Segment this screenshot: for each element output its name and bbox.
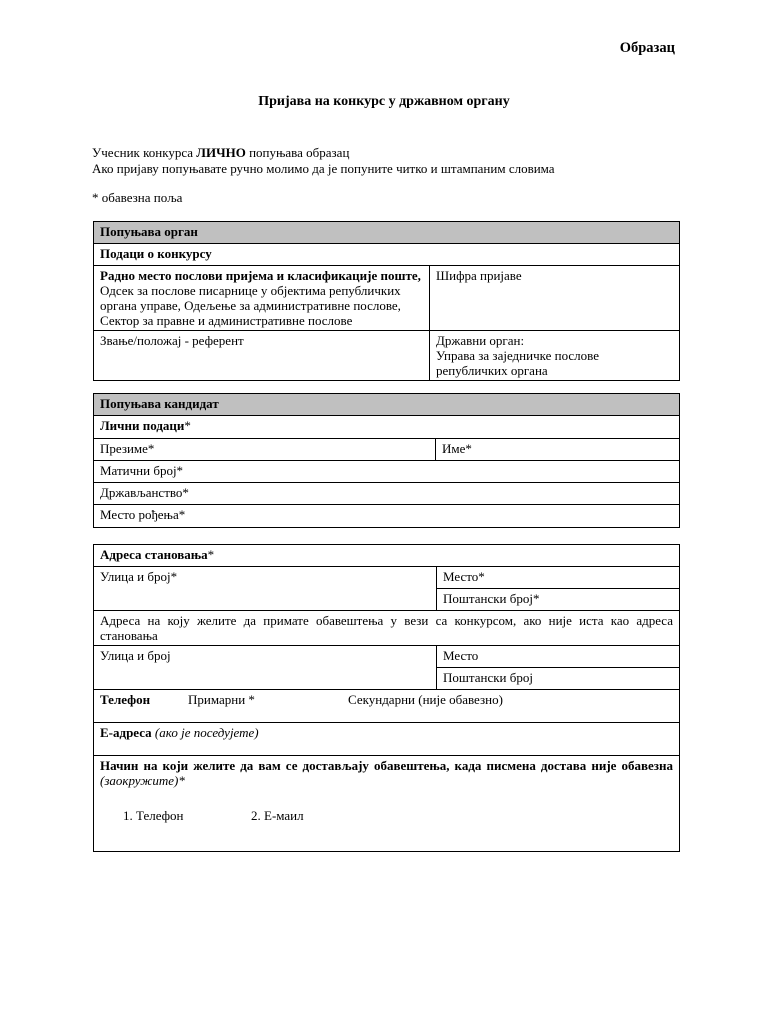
delivery-method-note: (заокружите)* bbox=[100, 773, 185, 788]
birthplace-field[interactable]: Место рођења* bbox=[94, 505, 680, 528]
personal-data-header bbox=[94, 416, 680, 439]
delivery-method-text bbox=[100, 758, 673, 788]
phone-secondary[interactable]: Секундарни (није обавезно) bbox=[348, 692, 503, 707]
delivery-method-cell bbox=[94, 756, 680, 852]
surname-field[interactable]: Презиме* bbox=[94, 439, 436, 461]
delivery-option-phone[interactable]: 1. Телефон bbox=[123, 808, 184, 823]
notification-city-field[interactable]: Место bbox=[437, 646, 680, 668]
intro-text bbox=[92, 145, 555, 177]
position-description: Одсек за послове писарнице у објектима републичких органа управе, Одељење за административне послове, Сектор за правне и административне послове bbox=[100, 283, 401, 328]
address-table bbox=[93, 544, 680, 852]
delivery-method-label: Начин на који желите да вам се достављају обавештења, када писмена достава није обавезна bbox=[100, 758, 674, 773]
email-row[interactable] bbox=[94, 723, 680, 756]
personal-data-label: Лични подаци bbox=[100, 418, 185, 433]
phone-label: Телефон bbox=[100, 692, 151, 707]
email-note: (ако је поседујете) bbox=[151, 725, 259, 740]
phone-primary[interactable]: Примарни * bbox=[188, 692, 255, 707]
intro-bold-word: ЛИЧНО bbox=[196, 145, 246, 160]
required-mark: * bbox=[184, 418, 191, 433]
notification-address-text: Адреса на коју желите да примате обавештења у вези са конкурсом, ако није иста као адреса становања bbox=[94, 611, 680, 646]
postal-field[interactable]: Поштански број* bbox=[437, 589, 680, 611]
position-cell bbox=[94, 266, 430, 331]
name-field[interactable]: Име* bbox=[436, 439, 680, 461]
competition-data-header: Подаци о конкурсу bbox=[94, 244, 680, 266]
form-label: Образац bbox=[619, 40, 675, 56]
intro-prefix: Учесник конкурса bbox=[92, 145, 197, 160]
city-field[interactable]: Место* bbox=[437, 567, 680, 589]
address-header bbox=[94, 545, 680, 567]
required-mark: * bbox=[207, 547, 215, 562]
required-fields-note: * обавезна поља bbox=[92, 190, 183, 205]
phone-row[interactable] bbox=[94, 690, 680, 723]
intro-suffix: попуњава образац bbox=[245, 145, 350, 160]
notification-postal-field[interactable]: Поштански број bbox=[437, 668, 680, 690]
state-body-cell bbox=[430, 331, 680, 381]
intro-line-1 bbox=[92, 145, 555, 161]
candidate-section-header: Попуњава кандидат bbox=[94, 394, 680, 416]
intro-line-2: Ако пријаву попуњавате ручно молимо да је попуните читко и штампаним словима bbox=[92, 161, 555, 176]
notification-street-field[interactable]: Улица и број bbox=[94, 646, 437, 690]
delivery-options bbox=[100, 808, 673, 823]
application-code-cell[interactable]: Шифра пријаве bbox=[430, 266, 680, 331]
page-title: Пријава на конкурс у државном органу bbox=[258, 94, 510, 109]
street-field[interactable]: Улица и број* bbox=[94, 567, 437, 611]
authority-section-header: Попуњава орган bbox=[94, 222, 680, 244]
id-number-field[interactable]: Матични број* bbox=[94, 461, 680, 483]
state-body-label: Државни орган: bbox=[436, 333, 525, 348]
rank-cell: Звање/положај - референт bbox=[94, 331, 430, 381]
address-header-label: Адреса становања bbox=[100, 547, 208, 562]
authority-table bbox=[93, 221, 680, 381]
delivery-option-email[interactable]: 2. Е-маил bbox=[251, 808, 304, 823]
state-body-value: Управа за заједничке послове републичких органа bbox=[436, 348, 599, 378]
citizenship-field[interactable]: Држављанство* bbox=[94, 483, 680, 505]
candidate-table bbox=[93, 393, 680, 528]
position-title: Радно место послови пријема и класификације поште, bbox=[100, 268, 421, 283]
email-label: Е-адреса bbox=[100, 725, 152, 740]
